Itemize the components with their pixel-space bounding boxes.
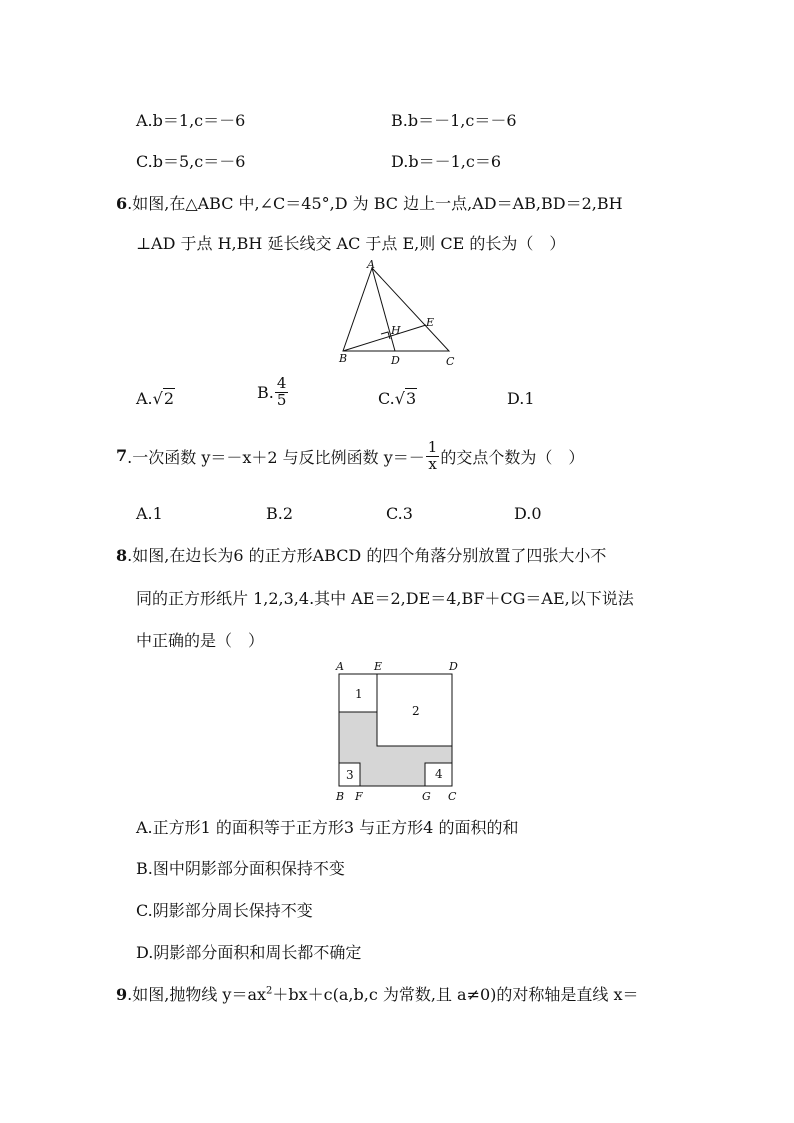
q7-option-c: C.3	[386, 504, 413, 523]
q6-option-a-prefix: A.	[136, 389, 153, 408]
q9-text-part1: .如图,抛物线 y＝ax	[127, 985, 267, 1004]
q7-stem	[116, 440, 584, 473]
q8-square-figure	[330, 656, 470, 806]
label-f: F	[355, 790, 363, 803]
fraction-denominator: x	[428, 454, 437, 473]
q6-option-b-fraction	[275, 376, 289, 409]
label-c: C	[446, 355, 455, 368]
q8-stem-line3: 中正确的是（ ）	[136, 631, 265, 650]
label-d: D	[449, 660, 458, 673]
q9-number: 9	[116, 985, 128, 1004]
label-e: E	[374, 660, 383, 673]
q9-stem-line1	[116, 982, 639, 1005]
q8-stem-line1	[116, 543, 606, 566]
sqrt-symbol: √2	[152, 389, 175, 408]
label-g: G	[422, 790, 431, 803]
q6-text-line1: .如图,在△ABC 中,∠C＝45°,D 为 BC 边上一点,AD＝AB,BD＝2,BH	[127, 194, 623, 213]
q7-text-before: .一次函数 y＝－x＋2 与反比例函数 y＝－	[127, 447, 425, 467]
square-4-label: 4	[435, 767, 443, 781]
q5-option-c: C.b＝5,c＝－6	[136, 152, 246, 171]
segment-be	[343, 325, 426, 351]
q7-option-b: B.2	[266, 504, 294, 523]
square-2-label: 2	[412, 704, 420, 718]
label-c: C	[448, 790, 457, 803]
label-b: B	[339, 352, 348, 365]
triangle-abc	[343, 268, 449, 351]
q7-option-a: A.1	[136, 504, 163, 523]
q6-stem-line1	[116, 191, 623, 214]
label-a: A	[336, 660, 344, 673]
sqrt-symbol: √3	[394, 389, 417, 408]
q9-text-part2: ＋bx＋c(a,b,c 为常数,且 a≠0)的对称轴是直线 x＝	[272, 985, 639, 1004]
square-3-label: 3	[346, 768, 354, 782]
fraction-numerator: 1	[427, 438, 438, 456]
q5-option-d: D.b＝－1,c＝6	[391, 152, 501, 171]
q7-fraction	[426, 440, 440, 473]
q8-option-d: D.阴影部分面积和周长都不确定	[136, 943, 362, 962]
q6-option-b	[257, 376, 289, 409]
q8-text-line1: .如图,在边长为6 的正方形ABCD 的四个角落分别放置了四张大小不	[127, 546, 607, 565]
q8-number: 8	[116, 546, 128, 565]
q8-option-c: C.阴影部分周长保持不变	[136, 901, 313, 920]
label-b: B	[336, 790, 345, 803]
q6-option-b-prefix: B.	[257, 382, 274, 402]
fraction-numerator: 4	[276, 374, 287, 392]
q6-option-c	[378, 389, 417, 408]
q6-option-a-radicand: 2	[163, 389, 175, 408]
label-a: A	[367, 258, 375, 271]
q6-stem-line2: ⊥AD 于点 H,BH 延长线交 AC 于点 E,则 CE 的长为（ ）	[136, 234, 566, 253]
label-d: D	[391, 354, 400, 367]
square-1-label: 1	[355, 687, 363, 701]
q8-option-a: A.正方形1 的面积等于正方形3 与正方形4 的面积的和	[136, 818, 519, 837]
q7-number: 7	[116, 445, 128, 465]
fraction-denominator: 5	[276, 390, 287, 409]
q7-text-after: 的交点个数为（ ）	[440, 447, 585, 467]
q5-option-b: B.b＝－1,c＝－6	[391, 111, 517, 130]
label-h: H	[391, 324, 401, 337]
q8-stem-line2: 同的正方形纸片 1,2,3,4.其中 AE＝2,DE＝4,BF＋CG＝AE,以下说法	[136, 589, 634, 608]
q6-option-c-radicand: 3	[405, 389, 417, 408]
q9-exponent: 2	[266, 985, 273, 997]
q7-option-d: D.0	[514, 504, 542, 523]
label-e: E	[426, 316, 435, 329]
q6-option-a	[136, 389, 175, 408]
q8-option-b: B.图中阴影部分面积保持不变	[136, 859, 345, 878]
q6-option-c-prefix: C.	[378, 389, 395, 408]
q6-option-d: D.1	[507, 389, 535, 408]
q6-number: 6	[116, 194, 128, 213]
q5-option-a: A.b＝1,c＝－6	[136, 111, 246, 130]
q6-triangle-figure	[330, 258, 460, 370]
